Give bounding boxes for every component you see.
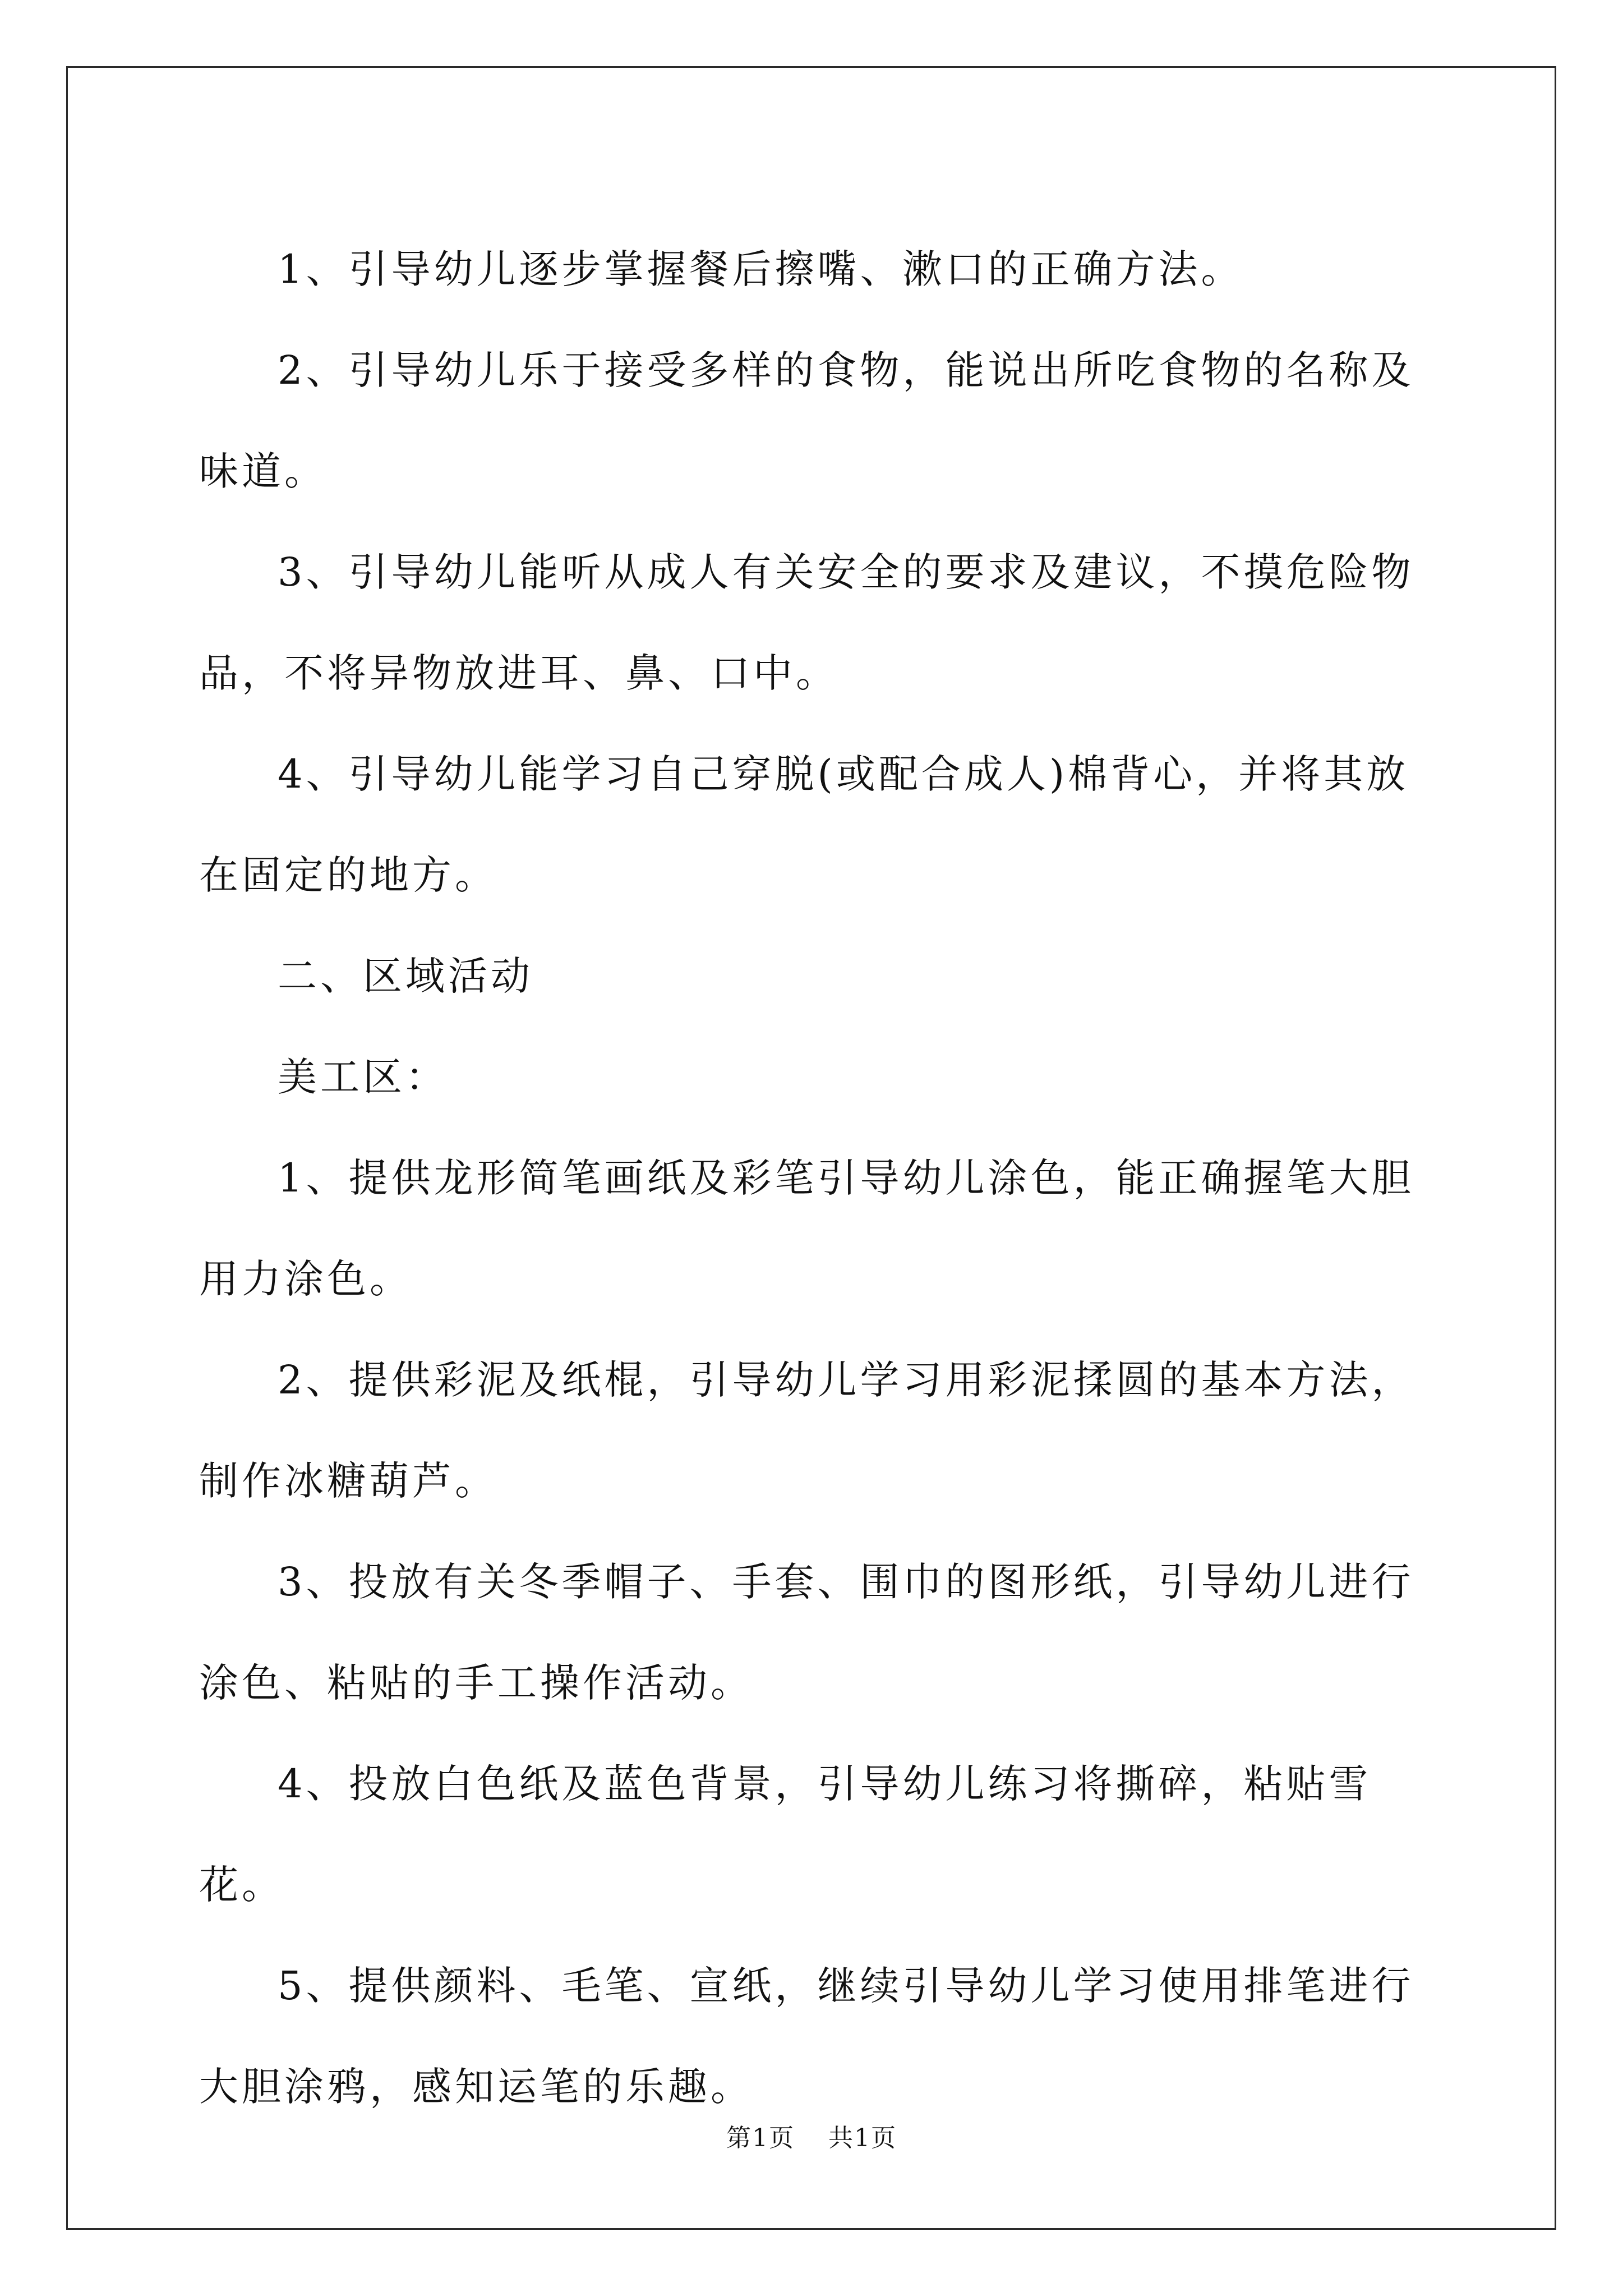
paragraph-5: 1、提供龙形简笔画纸及彩笔引导幼儿涂色，能正确握笔大胆用力涂色。 <box>199 1155 1414 1302</box>
paragraph-8: 4、投放白色纸及蓝色背景，引导幼儿练习将撕碎，粘贴雪花。 <box>199 1761 1372 1908</box>
section-heading: 二、区域活动 <box>278 953 533 999</box>
paragraph-3: 3、引导幼儿能听从成人有关安全的要求及建议，不摸危险物品，不将异物放进耳、鼻、口中。 <box>199 549 1414 696</box>
paragraph-4: 4、引导幼儿能学习自己穿脱(或配合成人)棉背心，并将其放在固定的地方。 <box>199 751 1409 898</box>
paragraph-1: 1、引导幼儿逐步掌握餐后擦嘴、漱口的正确方法。 <box>278 246 1244 292</box>
page-footer <box>0 2118 1623 2154</box>
paragraph-6: 2、提供彩泥及纸棍，引导幼儿学习用彩泥揉圆的基本方法，制作冰糖葫芦。 <box>199 1357 1414 1504</box>
document-body <box>199 219 1427 2137</box>
subsection-heading: 美工区： <box>278 1054 448 1100</box>
page-total: 共1页 <box>828 2124 897 2152</box>
paragraph-7: 3、投放有关冬季帽子、手套、围巾的图形纸，引导幼儿进行涂色、粘贴的手工操作活动。 <box>199 1559 1414 1706</box>
paragraph-9: 5、提供颜料、毛笔、宣纸，继续引导幼儿学习使用排笔进行大胆涂鸦，感知运笔的乐趣。 <box>199 1963 1414 2110</box>
page-number: 第1页 <box>726 2124 795 2152</box>
paragraph-2: 2、引导幼儿乐于接受多样的食物，能说出所吃食物的名称及味道。 <box>199 347 1414 494</box>
